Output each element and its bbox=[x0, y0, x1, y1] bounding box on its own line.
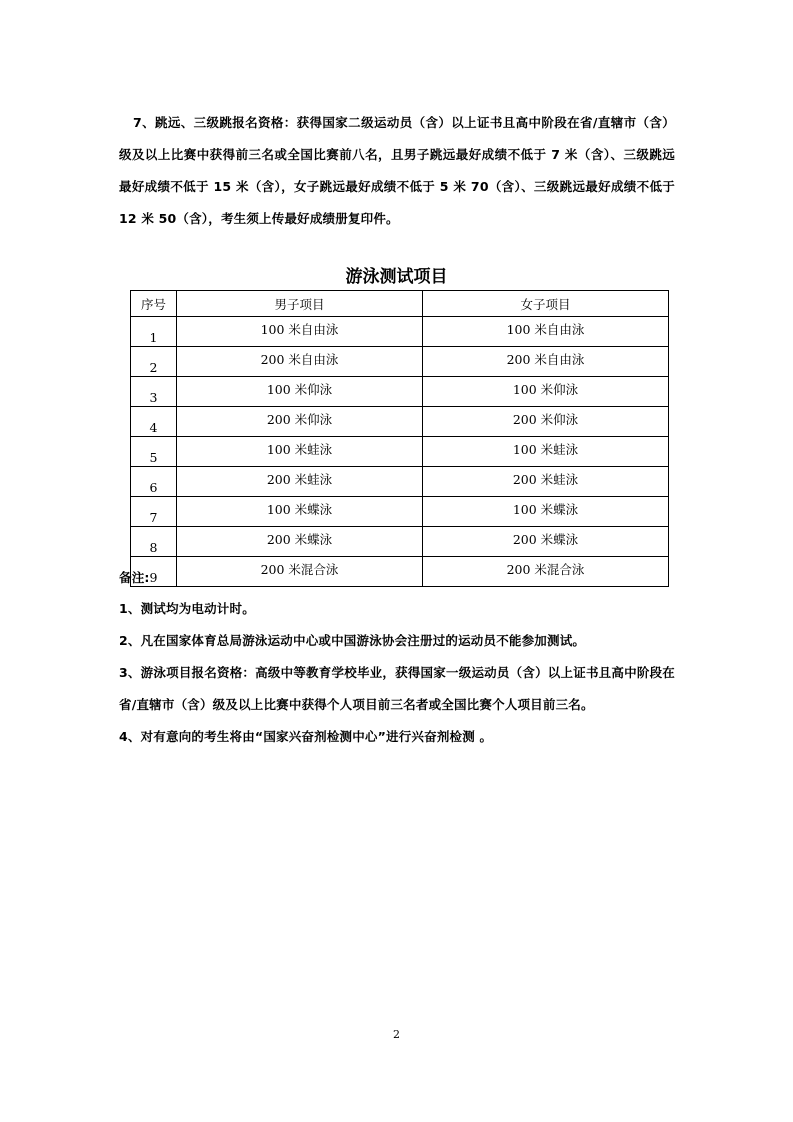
table-row bbox=[131, 437, 669, 467]
row-no: 3 bbox=[131, 377, 177, 407]
row-female-event: 100 米自由泳 bbox=[423, 317, 669, 347]
row-female-event: 200 米仰泳 bbox=[423, 407, 669, 437]
page-number: 2 bbox=[393, 1028, 400, 1041]
table-row bbox=[131, 407, 669, 437]
table-row bbox=[131, 527, 669, 557]
note-item-1: 1、测试均为电动计时。 bbox=[119, 601, 255, 616]
table-row bbox=[131, 377, 669, 407]
row-male-event: 100 米蝶泳 bbox=[177, 497, 423, 527]
swimming-events-table bbox=[130, 290, 669, 587]
row-female-event: 100 米蛙泳 bbox=[423, 437, 669, 467]
row-female-event: 200 米混合泳 bbox=[423, 557, 669, 587]
row-male-event: 100 米自由泳 bbox=[177, 317, 423, 347]
table-title: 游泳测试项目 bbox=[345, 267, 448, 287]
row-no: 1 bbox=[131, 317, 177, 347]
table-row bbox=[131, 467, 669, 497]
table-header-row bbox=[131, 291, 669, 317]
row-male-event: 100 米蛙泳 bbox=[177, 437, 423, 467]
row-no: 8 bbox=[131, 527, 177, 557]
notes-section bbox=[119, 566, 675, 753]
header-female: 女子项目 bbox=[423, 291, 669, 317]
row-male-event: 200 米蝶泳 bbox=[177, 527, 423, 557]
note-item-3: 3、游泳项目报名资格：高级中等教育学校毕业，获得国家一级运动员（含）以上证书且高中阶段在省/直辖市（含）级及以上比赛中获得个人项目前三名者或全国比赛个人项目前三名。 bbox=[119, 665, 675, 712]
row-male-event: 200 米蛙泳 bbox=[177, 467, 423, 497]
row-female-event: 100 米蝶泳 bbox=[423, 497, 669, 527]
table-row bbox=[131, 317, 669, 347]
note-item-4: 4、对有意向的考生将由“国家兴奋剂检测中心”进行兴奋剂检测 。 bbox=[119, 729, 493, 744]
table-row bbox=[131, 347, 669, 377]
row-no: 9 bbox=[131, 557, 177, 587]
row-female-event: 200 米蝶泳 bbox=[423, 527, 669, 557]
table-row bbox=[131, 497, 669, 527]
row-female-event: 200 米自由泳 bbox=[423, 347, 669, 377]
row-no: 4 bbox=[131, 407, 177, 437]
header-no: 序号 bbox=[131, 291, 177, 317]
row-no: 5 bbox=[131, 437, 177, 467]
row-male-event: 200 米仰泳 bbox=[177, 407, 423, 437]
row-male-event: 200 米混合泳 bbox=[177, 557, 423, 587]
row-male-event: 100 米仰泳 bbox=[177, 377, 423, 407]
row-no: 6 bbox=[131, 467, 177, 497]
header-male: 男子项目 bbox=[177, 291, 423, 317]
row-female-event: 100 米仰泳 bbox=[423, 377, 669, 407]
row-no: 2 bbox=[131, 347, 177, 377]
note-item-2: 2、凡在国家体育总局游泳运动中心或中国游泳协会注册过的运动员不能参加测试。 bbox=[119, 633, 586, 648]
section-7-long-jump-eligibility: 7、跳远、三级跳报名资格：获得国家二级运动员（含）以上证书且高中阶段在省/直辖市（含）级及以上比赛中获得前三名或全国比赛前八名，且男子跳远最好成绩不低于 7 米（含）、三级跳远最好成绩不低于 15 米（含），女子跳远最好成绩不低于 5 米 70（含）、三级跳远最好成绩不低于 12 米 50（含），考生须上传最好成绩册复印件。 bbox=[119, 114, 675, 226]
row-female-event: 200 米蛙泳 bbox=[423, 467, 669, 497]
row-male-event: 200 米自由泳 bbox=[177, 347, 423, 377]
row-no: 7 bbox=[131, 497, 177, 527]
notes-heading: 备注: bbox=[119, 570, 150, 585]
